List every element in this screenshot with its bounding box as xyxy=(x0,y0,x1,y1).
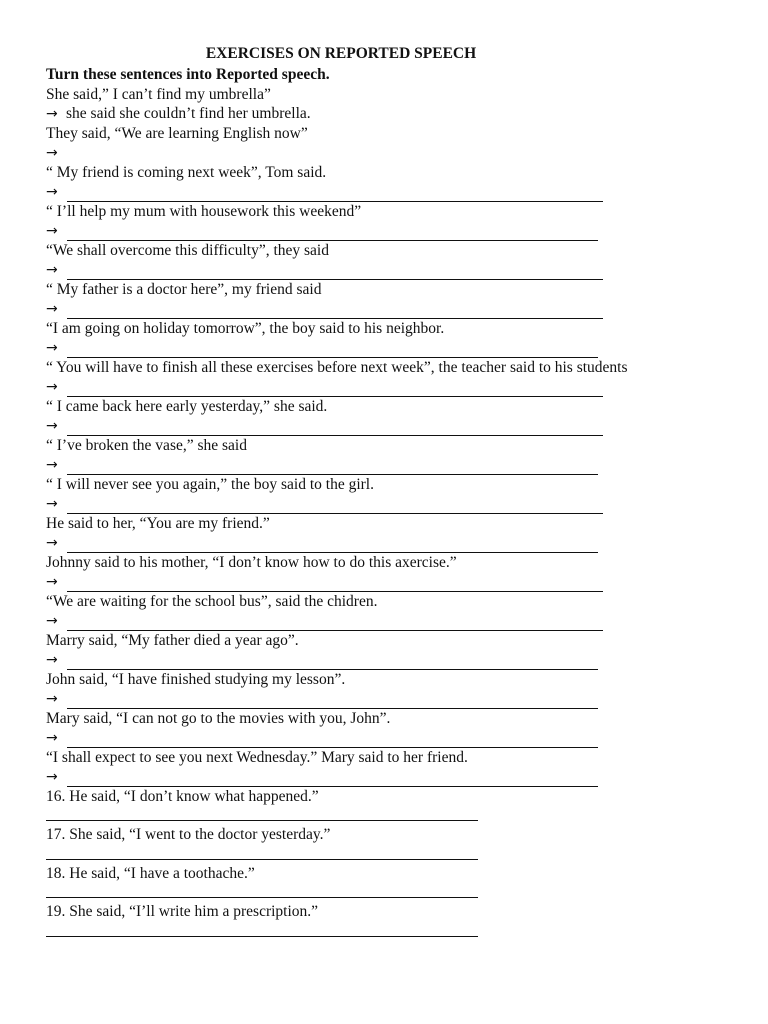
arrow-icon: → xyxy=(46,144,58,161)
arrow-icon: → xyxy=(46,651,58,668)
answer-blank[interactable] xyxy=(67,265,603,280)
answer-blank[interactable] xyxy=(67,655,598,670)
answer-blank[interactable] xyxy=(46,883,478,898)
arrow-icon: → xyxy=(46,495,58,512)
exercise-sentence: “I shall expect to see you next Wednesday.” Mary said to her friend. xyxy=(46,748,468,766)
answer-line xyxy=(46,299,686,319)
arrow-icon: → xyxy=(46,105,58,122)
exercise-sentence: They said, “We are learning English now” xyxy=(46,124,308,142)
numbered-sentence: 16. He said, “I don’t know what happened.” xyxy=(46,787,319,805)
answer-blank[interactable] xyxy=(67,499,603,514)
numbered-sentence: 17. She said, “I went to the doctor yesterday.” xyxy=(46,826,331,843)
example-answer: she said she couldn’t find her umbrella. xyxy=(66,105,311,122)
answer-line xyxy=(46,221,686,241)
answer-blank[interactable] xyxy=(46,806,478,821)
arrow-icon: → xyxy=(46,534,58,551)
exercise-sentence: “We are waiting for the school bus”, said the chidren. xyxy=(46,592,378,610)
answer-blank[interactable] xyxy=(67,187,603,202)
answer-line xyxy=(46,689,686,709)
answer-blank[interactable] xyxy=(67,538,598,553)
answer-line xyxy=(46,572,686,592)
answer-blank[interactable] xyxy=(67,304,603,319)
numbered-sentence: 18. He said, “I have a toothache.” xyxy=(46,864,255,882)
arrow-icon: → xyxy=(46,222,58,239)
arrow-icon: → xyxy=(46,456,58,473)
exercise-sentence: “I am going on holiday tomorrow”, the boy said to his neighbor. xyxy=(46,319,445,337)
arrow-icon: → xyxy=(46,768,58,785)
exercise-sentence: “ I came back here early yesterday,” she said. xyxy=(46,397,328,415)
answer-line xyxy=(46,533,686,553)
answer-line xyxy=(46,767,686,787)
answer-blank[interactable] xyxy=(67,577,603,592)
answer-line xyxy=(46,338,686,358)
exercise-sentence: “ I’ve broken the vase,” she said xyxy=(46,436,247,454)
answer-blank[interactable] xyxy=(67,772,598,787)
answer-blank[interactable] xyxy=(67,694,598,709)
exercise-sentence: “ My friend is coming next week”, Tom said. xyxy=(46,163,327,181)
exercise-sentence: John said, “I have finished studying my lesson”. xyxy=(46,670,346,688)
arrow-icon: → xyxy=(46,339,58,356)
answer-line xyxy=(46,494,686,514)
arrow-icon: → xyxy=(46,612,58,629)
arrow-icon: → xyxy=(46,378,58,395)
arrow-icon: → xyxy=(46,300,58,317)
example-answer-line xyxy=(46,104,686,124)
answer-blank[interactable] xyxy=(67,421,603,436)
answer-blank[interactable] xyxy=(67,460,598,475)
example-question: She said,” I can’t find my umbrella” xyxy=(46,85,271,103)
answer-line xyxy=(46,611,686,631)
answer-line xyxy=(46,455,686,475)
exercise-sentence: “ My father is a doctor here”, my friend said xyxy=(46,280,322,298)
arrow-icon: → xyxy=(46,573,58,590)
answer-line xyxy=(46,143,686,163)
answer-blank[interactable] xyxy=(67,616,603,631)
exercise-sentence: Johnny said to his mother, “I don’t know how to do this axercise.” xyxy=(46,553,457,571)
instruction: Turn these sentences into Reported speech. xyxy=(46,66,330,83)
answer-blank[interactable] xyxy=(67,382,603,397)
answer-line xyxy=(46,416,686,436)
arrow-icon: → xyxy=(46,183,58,200)
arrow-icon: → xyxy=(46,690,58,707)
answer-blank[interactable] xyxy=(46,922,478,937)
arrow-icon: → xyxy=(46,261,58,278)
exercise-sentence: “ You will have to finish all these exercises before next week”, the teacher said to his students xyxy=(46,358,628,376)
numbered-sentence: 19. She said, “I’ll write him a prescription.” xyxy=(46,903,319,920)
worksheet xyxy=(46,44,686,941)
answer-line xyxy=(46,260,686,280)
exercise-sentence: “ I will never see you again,” the boy said to the girl. xyxy=(46,475,374,493)
answer-blank[interactable] xyxy=(67,226,598,241)
exercise-sentence: Marry said, “My father died a year ago”. xyxy=(46,631,299,649)
answer-blank[interactable] xyxy=(67,343,598,358)
exercise-sentence: “ I’ll help my mum with housework this weekend” xyxy=(46,202,362,220)
answer-line xyxy=(46,182,686,202)
answer-line xyxy=(46,728,686,748)
arrow-icon: → xyxy=(46,417,58,434)
exercise-sentence: Mary said, “I can not go to the movies with you, John”. xyxy=(46,709,391,727)
page-title: EXERCISES ON REPORTED SPEECH xyxy=(205,45,477,62)
exercise-sentence: He said to her, “You are my friend.” xyxy=(46,514,270,532)
answer-line xyxy=(46,377,686,397)
exercise-sentence: “We shall overcome this difficulty”, they said xyxy=(46,241,329,259)
answer-line xyxy=(46,650,686,670)
answer-blank[interactable] xyxy=(46,845,478,860)
arrow-icon: → xyxy=(46,729,58,746)
answer-blank[interactable] xyxy=(67,733,598,748)
